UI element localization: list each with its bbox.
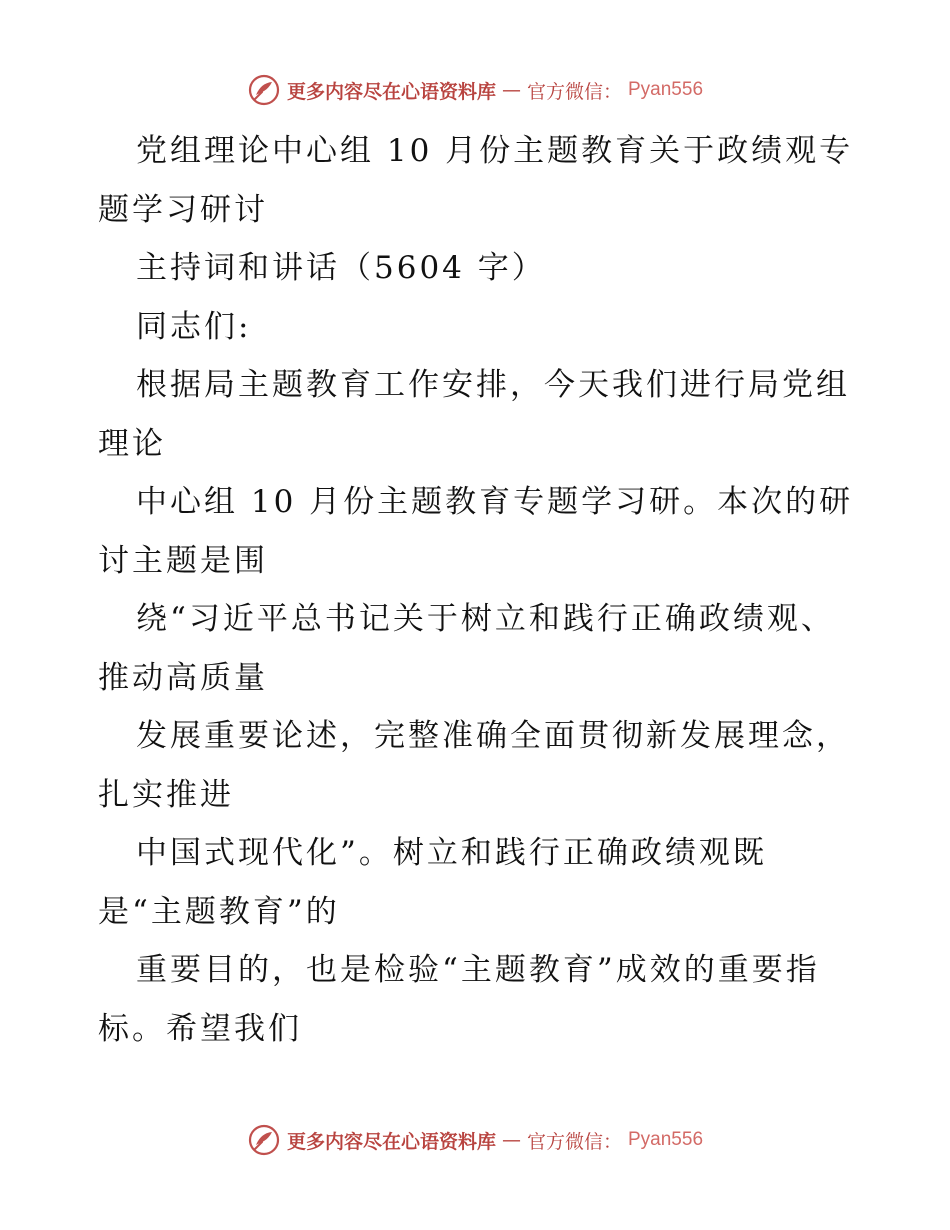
text-line: 理论 [98,425,166,462]
document-body [98,122,858,1058]
text-line: 是“主题教育”的 [98,893,340,930]
footer-watermark [0,1120,950,1160]
text-line: 中心组 10 月份主题教育专题学习研。本次的研 [136,484,854,520]
watermark-account: Pyan556 [628,79,704,100]
header-watermark [0,70,950,110]
text-line: 中国式现代化”。树立和践行正确政绩观既 [136,835,767,871]
text-line: 党组理论中心组 10 月份主题教育关于政绩观专 [136,133,854,169]
logo-icon [247,73,281,107]
text-line: 扎实推进 [98,776,234,813]
text-line: 题学习研讨 [98,191,268,228]
text-line: 标。希望我们 [98,1010,302,1047]
watermark-separator: — [501,1129,521,1151]
watermark-separator: — [501,79,521,101]
text-line: 重要目的，也是检验“主题教育”成效的重要指 [136,952,820,988]
logo-icon [247,1123,281,1157]
text-line: 推动高质量 [98,659,268,696]
text-line: 发展重要论述，完整准确全面贯彻新发展理念， [136,718,850,754]
text-line: 根据局主题教育工作安排，今天我们进行局党组 [136,367,850,403]
watermark-label: 官方微信： [526,1130,622,1153]
watermark-account: Pyan556 [628,1129,704,1150]
watermark-site-text: 更多内容尽在心语资料库 [286,1130,496,1153]
text-line: 同志们: [136,308,252,345]
text-line: 讨主题是围 [98,542,268,579]
watermark-label: 官方微信： [526,80,622,103]
text-line: 绕“习近平总书记关于树立和践行正确政绩观、 [136,601,835,637]
watermark-site-text: 更多内容尽在心语资料库 [286,80,496,103]
text-line: 主持词和讲话（5604 字） [136,250,546,286]
